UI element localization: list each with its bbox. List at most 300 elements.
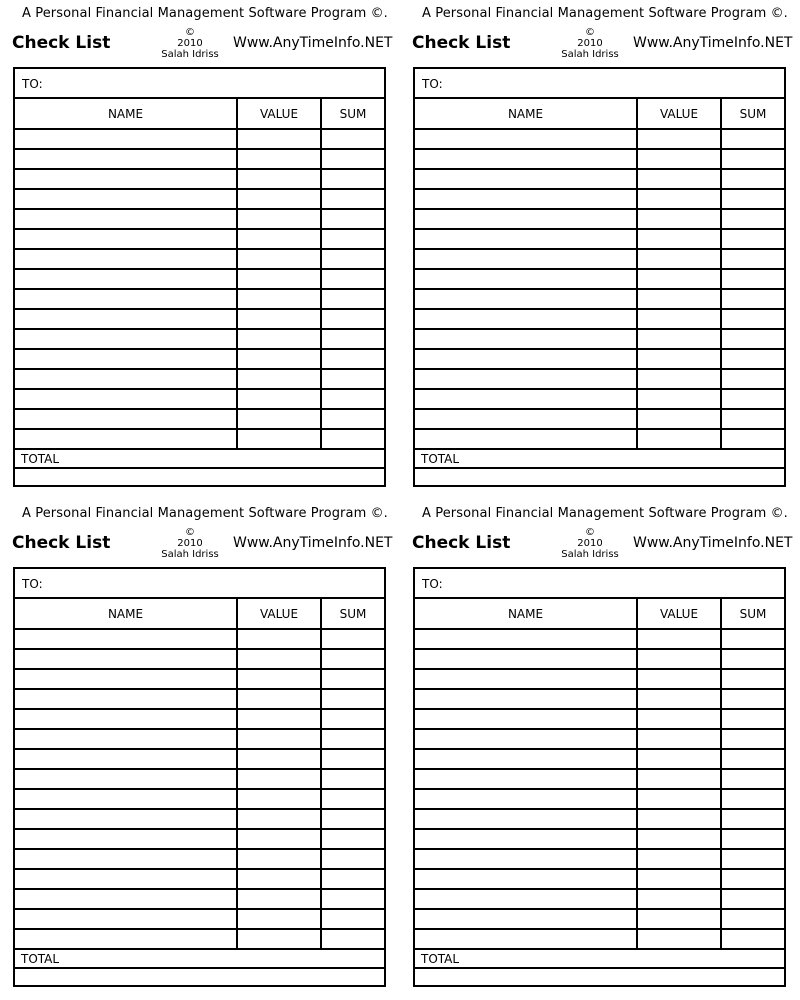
name-cell[interactable]: [15, 769, 237, 789]
sum-cell[interactable]: [321, 929, 384, 949]
value-cell[interactable]: [637, 849, 721, 869]
website-link[interactable]: Www.AnyTimeInfo.NET: [633, 535, 793, 551]
name-cell[interactable]: [415, 349, 637, 369]
sum-cell[interactable]: [721, 809, 784, 829]
items-table: [15, 99, 384, 450]
sum-cell[interactable]: [321, 249, 384, 269]
name-cell[interactable]: [15, 149, 237, 169]
author-name: Salah Idriss: [161, 549, 219, 560]
value-cell[interactable]: [237, 269, 321, 289]
value-cell[interactable]: [237, 889, 321, 909]
sum-cell[interactable]: [721, 849, 784, 869]
name-cell[interactable]: [415, 929, 637, 949]
copyright-year: 2010: [177, 538, 203, 549]
value-cell[interactable]: [237, 649, 321, 669]
sum-cell[interactable]: [321, 389, 384, 409]
name-cell[interactable]: [415, 869, 637, 889]
table-row: [15, 169, 384, 189]
sum-cell[interactable]: [721, 789, 784, 809]
value-cell[interactable]: [237, 829, 321, 849]
name-cell[interactable]: [415, 429, 637, 449]
value-cell[interactable]: [637, 129, 721, 149]
author-name: Salah Idriss: [161, 49, 219, 60]
value-cell[interactable]: [237, 329, 321, 349]
total-label: TOTAL: [21, 952, 60, 966]
copyright-symbol: ©: [185, 527, 195, 538]
table-row: [15, 849, 384, 869]
copyright-year: 2010: [177, 38, 203, 49]
check-list-table: [13, 67, 386, 487]
value-cell[interactable]: [237, 669, 321, 689]
column-header-value: VALUE: [637, 599, 721, 629]
column-header-value: VALUE: [237, 599, 321, 629]
table-row: [415, 369, 784, 389]
column-header-name: NAME: [415, 599, 637, 629]
sum-cell[interactable]: [721, 229, 784, 249]
name-cell[interactable]: [15, 369, 237, 389]
value-cell[interactable]: [237, 429, 321, 449]
table-header-row: [15, 599, 384, 629]
name-cell[interactable]: [15, 649, 237, 669]
value-cell[interactable]: [237, 349, 321, 369]
name-cell[interactable]: [15, 669, 237, 689]
sum-cell[interactable]: [721, 909, 784, 929]
name-cell[interactable]: [415, 229, 637, 249]
value-cell[interactable]: [237, 149, 321, 169]
table-header-row: [15, 99, 384, 129]
name-cell[interactable]: [15, 329, 237, 349]
sum-cell[interactable]: [721, 189, 784, 209]
sum-cell[interactable]: [321, 329, 384, 349]
name-cell[interactable]: [415, 309, 637, 329]
column-header-name: NAME: [15, 99, 237, 129]
check-list-table: [13, 567, 386, 987]
sum-cell[interactable]: [721, 309, 784, 329]
table-row: [15, 369, 384, 389]
check-list-form-bottom-left: [0, 500, 400, 1000]
value-cell[interactable]: [637, 149, 721, 169]
sum-cell[interactable]: [721, 269, 784, 289]
table-row: [415, 389, 784, 409]
value-cell[interactable]: [237, 789, 321, 809]
name-cell[interactable]: [415, 289, 637, 309]
author-name: Salah Idriss: [561, 49, 619, 60]
copyright-symbol: ©: [185, 27, 195, 38]
value-cell[interactable]: [237, 809, 321, 829]
name-cell[interactable]: [15, 909, 237, 929]
name-cell[interactable]: [15, 249, 237, 269]
value-cell[interactable]: [637, 809, 721, 829]
name-cell[interactable]: [15, 869, 237, 889]
total-value-field[interactable]: [15, 469, 384, 485]
value-cell[interactable]: [237, 209, 321, 229]
sum-cell[interactable]: [721, 169, 784, 189]
value-cell[interactable]: [237, 749, 321, 769]
program-line: A Personal Financial Management Software Program ©.: [422, 6, 788, 21]
column-header-value: VALUE: [237, 99, 321, 129]
sum-cell[interactable]: [321, 289, 384, 309]
value-cell[interactable]: [237, 169, 321, 189]
value-cell[interactable]: [237, 289, 321, 309]
table-row: [15, 689, 384, 709]
value-cell[interactable]: [237, 229, 321, 249]
sum-cell[interactable]: [321, 349, 384, 369]
items-table: [15, 599, 384, 950]
value-cell[interactable]: [637, 649, 721, 669]
name-cell[interactable]: [415, 649, 637, 669]
sum-cell[interactable]: [321, 709, 384, 729]
total-label: TOTAL: [421, 952, 460, 966]
table-row: [15, 669, 384, 689]
value-cell[interactable]: [237, 869, 321, 889]
table-row: [415, 829, 784, 849]
name-cell[interactable]: [415, 829, 637, 849]
table-row: [415, 349, 784, 369]
value-cell[interactable]: [637, 169, 721, 189]
table-row: [415, 269, 784, 289]
value-cell[interactable]: [637, 709, 721, 729]
sum-cell[interactable]: [321, 629, 384, 649]
total-row: [15, 949, 384, 969]
sum-cell[interactable]: [321, 229, 384, 249]
value-cell[interactable]: [637, 309, 721, 329]
column-header-name: NAME: [415, 99, 637, 129]
value-cell[interactable]: [237, 129, 321, 149]
sum-cell[interactable]: [721, 409, 784, 429]
name-cell[interactable]: [15, 889, 237, 909]
name-cell[interactable]: [415, 909, 637, 929]
name-cell[interactable]: [15, 169, 237, 189]
total-value-field[interactable]: [415, 469, 784, 485]
name-cell[interactable]: [415, 749, 637, 769]
sum-cell[interactable]: [721, 769, 784, 789]
value-cell[interactable]: [637, 249, 721, 269]
value-cell[interactable]: [237, 189, 321, 209]
value-cell[interactable]: [637, 789, 721, 809]
form-title: Check List: [412, 533, 511, 553]
sum-cell[interactable]: [321, 649, 384, 669]
sum-cell[interactable]: [321, 769, 384, 789]
name-cell[interactable]: [15, 429, 237, 449]
name-cell[interactable]: [15, 229, 237, 249]
sum-cell[interactable]: [721, 329, 784, 349]
table-row: [15, 389, 384, 409]
name-cell[interactable]: [15, 269, 237, 289]
to-field[interactable]: [415, 69, 784, 99]
table-row: [15, 429, 384, 449]
sum-cell[interactable]: [321, 169, 384, 189]
table-row: [15, 629, 384, 649]
to-field[interactable]: [15, 569, 384, 599]
table-header-row: [415, 99, 784, 129]
name-cell[interactable]: [415, 169, 637, 189]
sum-cell[interactable]: [721, 829, 784, 849]
table-row: [415, 849, 784, 869]
sum-cell[interactable]: [721, 649, 784, 669]
form-title: Check List: [12, 533, 111, 553]
table-row: [415, 289, 784, 309]
sum-cell[interactable]: [321, 429, 384, 449]
name-cell[interactable]: [15, 829, 237, 849]
website-link[interactable]: Www.AnyTimeInfo.NET: [233, 35, 393, 51]
value-cell[interactable]: [237, 709, 321, 729]
value-cell[interactable]: [637, 629, 721, 649]
value-cell[interactable]: [237, 929, 321, 949]
check-list-table: [413, 67, 786, 487]
table-row: [415, 429, 784, 449]
sum-cell[interactable]: [721, 289, 784, 309]
value-cell[interactable]: [237, 909, 321, 929]
name-cell[interactable]: [415, 709, 637, 729]
sum-cell[interactable]: [321, 889, 384, 909]
name-cell[interactable]: [15, 629, 237, 649]
value-cell[interactable]: [237, 369, 321, 389]
sum-cell[interactable]: [321, 269, 384, 289]
value-cell[interactable]: [637, 889, 721, 909]
column-header-name: NAME: [15, 599, 237, 629]
author-name: Salah Idriss: [561, 549, 619, 560]
table-row: [15, 129, 384, 149]
sum-cell[interactable]: [721, 749, 784, 769]
value-cell[interactable]: [237, 849, 321, 869]
name-cell[interactable]: [15, 849, 237, 869]
copyright-block: [150, 527, 230, 560]
sum-cell[interactable]: [321, 369, 384, 389]
name-cell[interactable]: [15, 209, 237, 229]
name-cell[interactable]: [15, 929, 237, 949]
name-cell[interactable]: [415, 129, 637, 149]
table-row: [415, 769, 784, 789]
name-cell[interactable]: [415, 809, 637, 829]
value-cell[interactable]: [637, 409, 721, 429]
name-cell[interactable]: [15, 389, 237, 409]
value-cell[interactable]: [637, 349, 721, 369]
name-cell[interactable]: [415, 769, 637, 789]
check-list-form-top-right: [400, 0, 800, 500]
value-cell[interactable]: [237, 769, 321, 789]
name-cell[interactable]: [15, 809, 237, 829]
to-field[interactable]: [415, 569, 784, 599]
value-cell[interactable]: [237, 689, 321, 709]
name-cell[interactable]: [415, 389, 637, 409]
table-row: [415, 209, 784, 229]
sum-cell[interactable]: [721, 629, 784, 649]
table-row: [415, 129, 784, 149]
sum-cell[interactable]: [721, 369, 784, 389]
sum-cell[interactable]: [721, 149, 784, 169]
name-cell[interactable]: [415, 669, 637, 689]
sum-cell[interactable]: [721, 389, 784, 409]
sum-cell[interactable]: [321, 149, 384, 169]
value-cell[interactable]: [637, 929, 721, 949]
table-row: [15, 929, 384, 949]
website-link[interactable]: Www.AnyTimeInfo.NET: [633, 35, 793, 51]
form-title: Check List: [412, 33, 511, 53]
copyright-block: [150, 27, 230, 60]
value-cell[interactable]: [637, 769, 721, 789]
column-header-sum: SUM: [321, 99, 384, 129]
name-cell[interactable]: [415, 629, 637, 649]
name-cell[interactable]: [415, 209, 637, 229]
name-cell[interactable]: [15, 749, 237, 769]
check-list-form-bottom-right: [400, 500, 800, 1000]
table-row: [15, 209, 384, 229]
sum-cell[interactable]: [721, 429, 784, 449]
sum-cell[interactable]: [721, 709, 784, 729]
value-cell[interactable]: [637, 229, 721, 249]
sum-cell[interactable]: [721, 729, 784, 749]
table-row: [15, 189, 384, 209]
form-title: Check List: [12, 33, 111, 53]
name-cell[interactable]: [415, 329, 637, 349]
value-cell[interactable]: [637, 749, 721, 769]
value-cell[interactable]: [237, 309, 321, 329]
name-cell[interactable]: [415, 789, 637, 809]
sum-cell[interactable]: [721, 689, 784, 709]
name-cell[interactable]: [15, 729, 237, 749]
column-header-sum: SUM: [721, 599, 784, 629]
table-row: [415, 789, 784, 809]
table-row: [15, 729, 384, 749]
sum-cell[interactable]: [321, 829, 384, 849]
table-row: [415, 909, 784, 929]
value-cell[interactable]: [637, 389, 721, 409]
table-row: [415, 169, 784, 189]
sum-cell[interactable]: [721, 209, 784, 229]
sum-cell[interactable]: [721, 249, 784, 269]
to-field[interactable]: [15, 69, 384, 99]
table-row: [15, 269, 384, 289]
sum-cell[interactable]: [321, 209, 384, 229]
value-cell[interactable]: [637, 329, 721, 349]
table-row: [15, 349, 384, 369]
to-label: TO:: [22, 77, 43, 91]
sum-cell[interactable]: [321, 729, 384, 749]
total-row: [415, 949, 784, 969]
value-cell[interactable]: [237, 389, 321, 409]
total-row: [415, 449, 784, 469]
value-cell[interactable]: [637, 269, 721, 289]
value-cell[interactable]: [637, 369, 721, 389]
name-cell[interactable]: [15, 689, 237, 709]
sum-cell[interactable]: [721, 889, 784, 909]
value-cell[interactable]: [637, 909, 721, 929]
name-cell[interactable]: [415, 409, 637, 429]
table-row: [415, 669, 784, 689]
value-cell[interactable]: [637, 869, 721, 889]
name-cell[interactable]: [15, 289, 237, 309]
table-row: [415, 629, 784, 649]
column-header-sum: SUM: [321, 599, 384, 629]
table-row: [415, 689, 784, 709]
sum-cell[interactable]: [321, 309, 384, 329]
value-cell[interactable]: [637, 429, 721, 449]
name-cell[interactable]: [15, 129, 237, 149]
copyright-block: [550, 527, 630, 560]
program-line: A Personal Financial Management Software Program ©.: [22, 506, 388, 521]
table-row: [415, 709, 784, 729]
sum-cell[interactable]: [321, 909, 384, 929]
to-label: TO:: [22, 577, 43, 591]
table-row: [15, 709, 384, 729]
value-cell[interactable]: [237, 249, 321, 269]
copyright-year: 2010: [577, 38, 603, 49]
sum-cell[interactable]: [321, 409, 384, 429]
website-link[interactable]: Www.AnyTimeInfo.NET: [233, 535, 393, 551]
sum-cell[interactable]: [721, 869, 784, 889]
value-cell[interactable]: [637, 729, 721, 749]
name-cell[interactable]: [415, 729, 637, 749]
name-cell[interactable]: [15, 789, 237, 809]
value-cell[interactable]: [637, 829, 721, 849]
table-row: [415, 749, 784, 769]
name-cell[interactable]: [415, 889, 637, 909]
name-cell[interactable]: [415, 689, 637, 709]
table-row: [15, 749, 384, 769]
value-cell[interactable]: [637, 289, 721, 309]
table-row: [415, 809, 784, 829]
value-cell[interactable]: [237, 409, 321, 429]
table-row: [15, 809, 384, 829]
sum-cell[interactable]: [321, 129, 384, 149]
name-cell[interactable]: [415, 189, 637, 209]
table-row: [15, 909, 384, 929]
name-cell[interactable]: [415, 149, 637, 169]
value-cell[interactable]: [637, 209, 721, 229]
sum-cell[interactable]: [321, 669, 384, 689]
table-row: [415, 309, 784, 329]
sum-cell[interactable]: [321, 809, 384, 829]
sum-cell[interactable]: [721, 129, 784, 149]
value-cell[interactable]: [237, 729, 321, 749]
sum-cell[interactable]: [721, 929, 784, 949]
name-cell[interactable]: [415, 369, 637, 389]
name-cell[interactable]: [415, 849, 637, 869]
name-cell[interactable]: [15, 709, 237, 729]
value-cell[interactable]: [637, 689, 721, 709]
table-row: [15, 769, 384, 789]
name-cell[interactable]: [15, 309, 237, 329]
total-value-field[interactable]: [415, 969, 784, 985]
program-line: A Personal Financial Management Software Program ©.: [422, 506, 788, 521]
sum-cell[interactable]: [321, 849, 384, 869]
total-row: [15, 449, 384, 469]
value-cell[interactable]: [637, 669, 721, 689]
to-label: TO:: [422, 77, 443, 91]
copyright-symbol: ©: [585, 527, 595, 538]
name-cell[interactable]: [415, 269, 637, 289]
name-cell[interactable]: [15, 349, 237, 369]
name-cell[interactable]: [15, 409, 237, 429]
name-cell[interactable]: [415, 249, 637, 269]
sum-cell[interactable]: [321, 789, 384, 809]
sum-cell[interactable]: [721, 669, 784, 689]
value-cell[interactable]: [637, 189, 721, 209]
table-row: [15, 789, 384, 809]
total-value-field[interactable]: [15, 969, 384, 985]
table-row: [415, 869, 784, 889]
sum-cell[interactable]: [321, 869, 384, 889]
sum-cell[interactable]: [321, 189, 384, 209]
name-cell[interactable]: [15, 189, 237, 209]
table-row: [15, 409, 384, 429]
sum-cell[interactable]: [321, 689, 384, 709]
value-cell[interactable]: [237, 629, 321, 649]
table-row: [415, 929, 784, 949]
check-list-form-top-left: [0, 0, 400, 500]
sum-cell[interactable]: [321, 749, 384, 769]
sum-cell[interactable]: [721, 349, 784, 369]
